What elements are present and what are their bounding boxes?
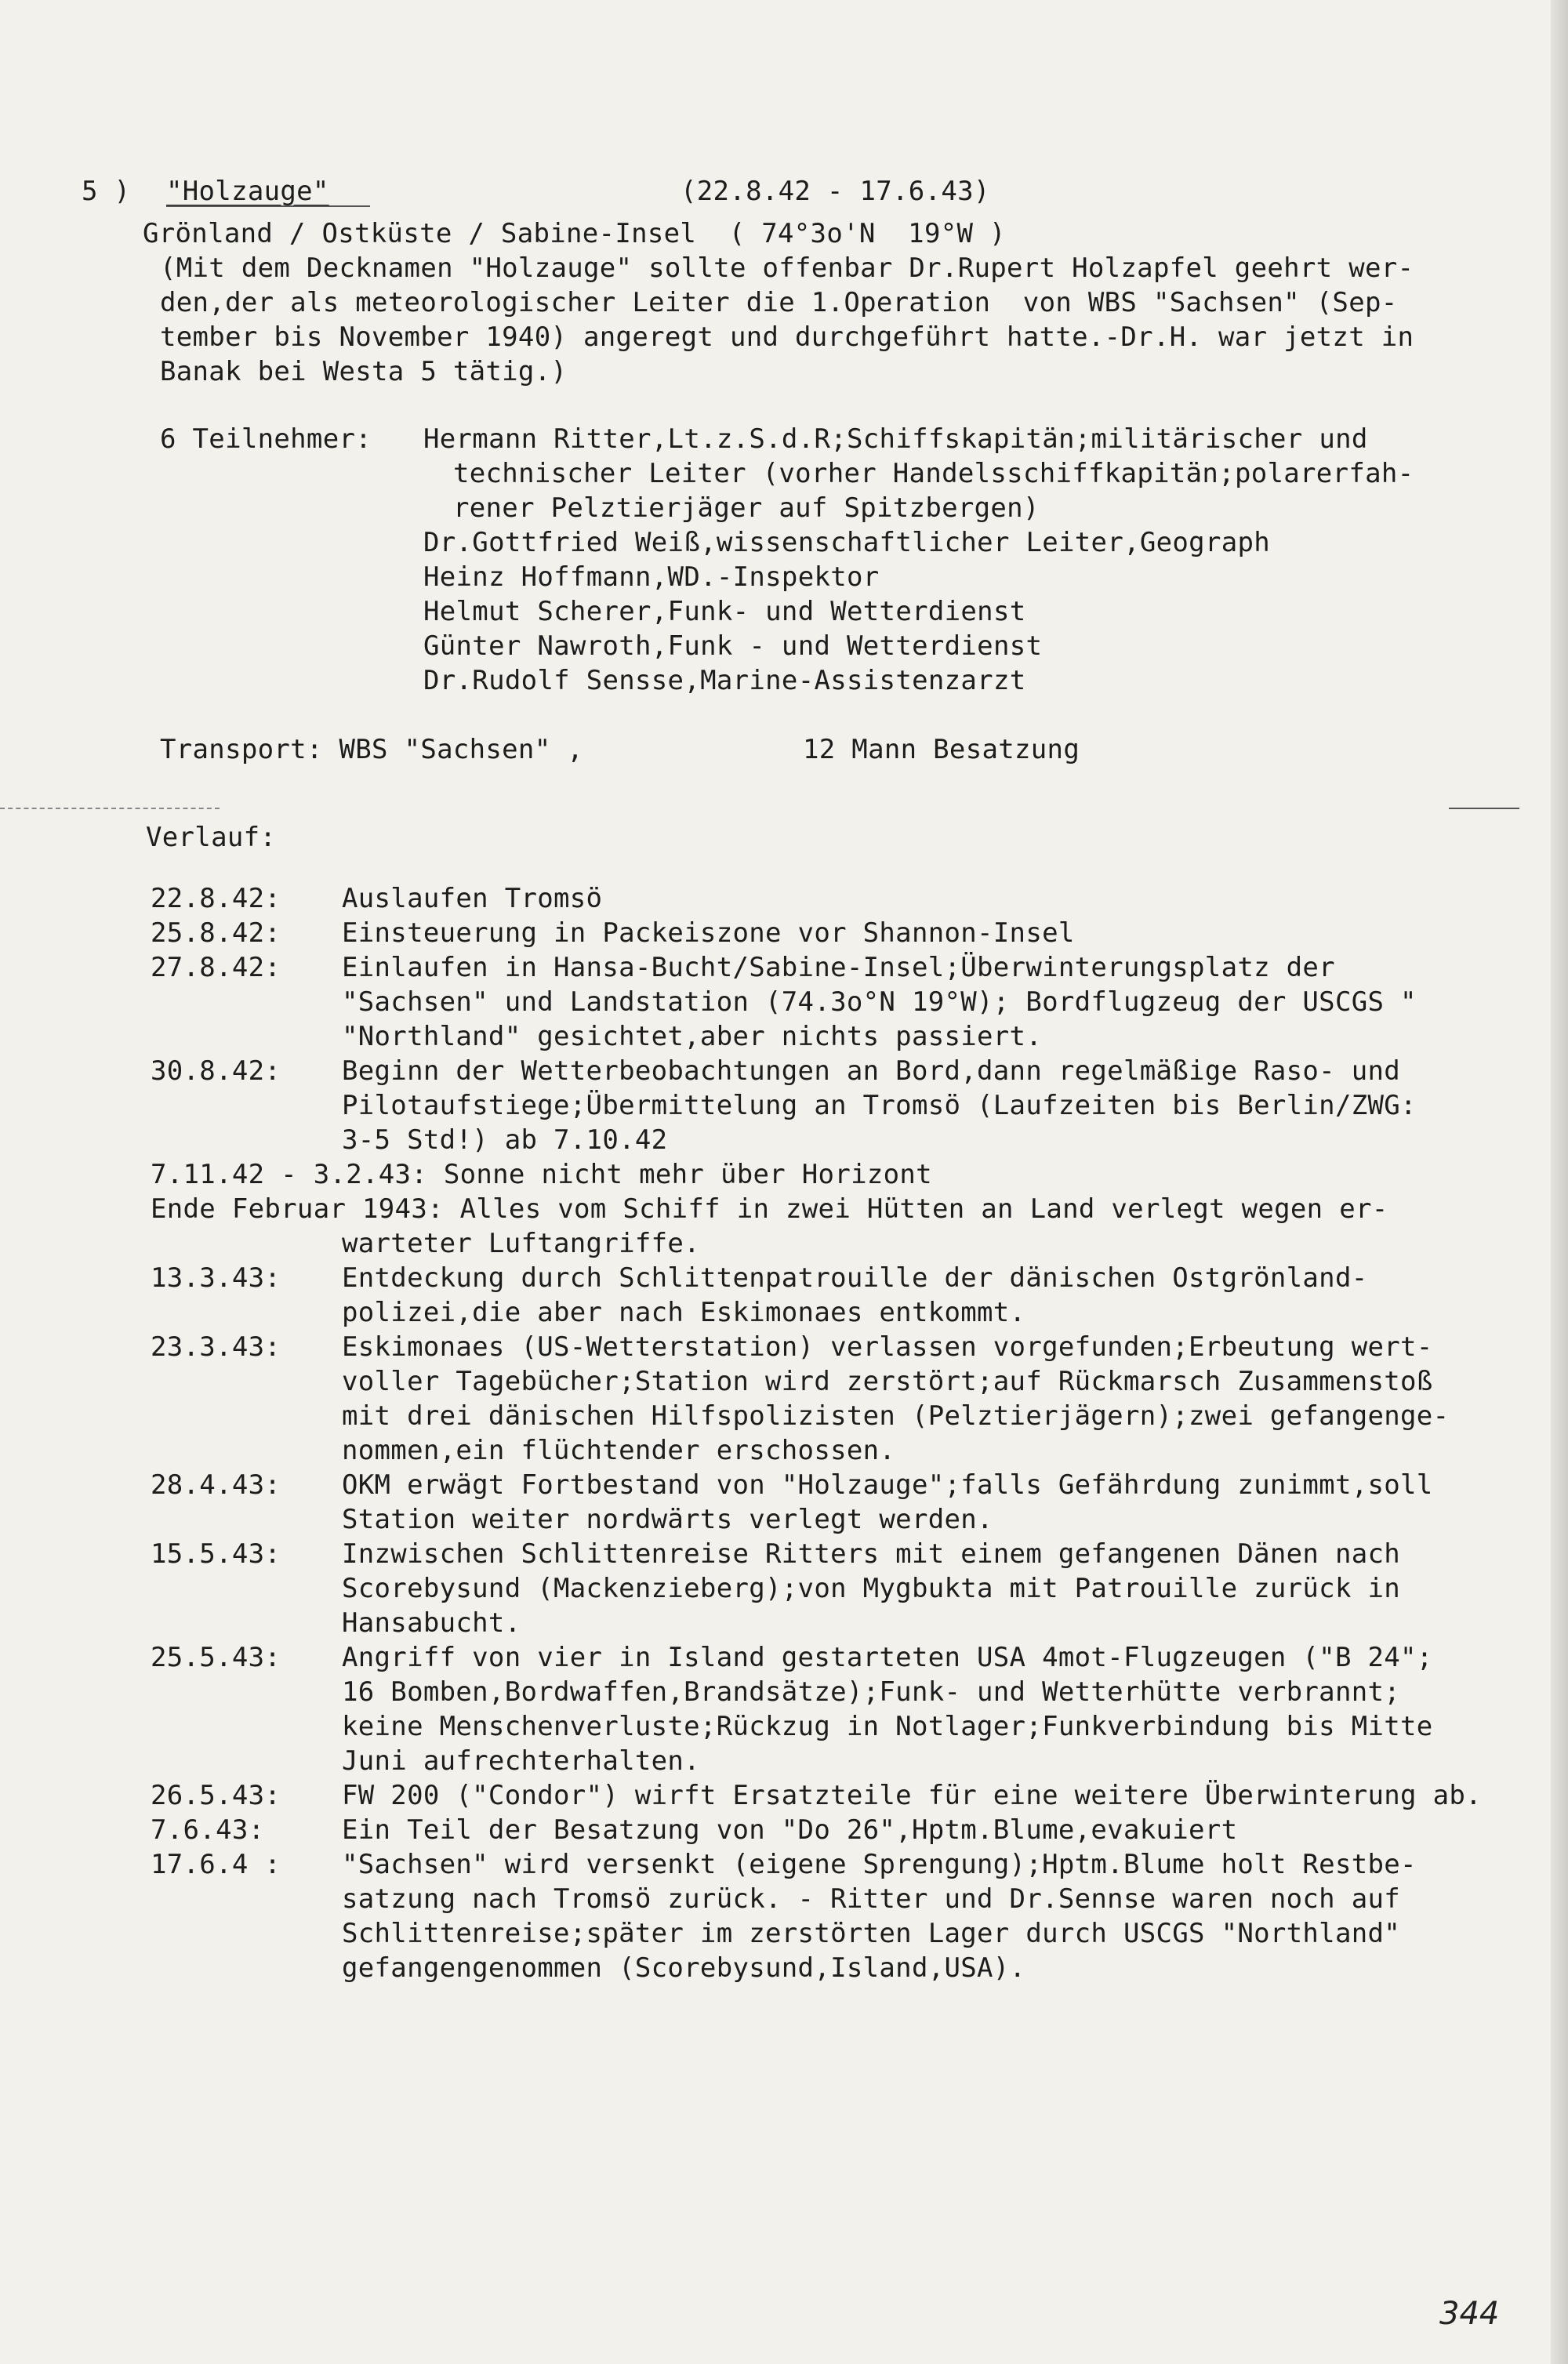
entry-text: Ende Februar 1943: Alles vom Schiff in zwei Hütten an Land verlegt wegen er- [151,1193,1388,1225]
entry-text: Juni aufrechterhalten. [342,1745,700,1777]
entry-text: Angriff von vier in Island gestarteten USA 4mot-Flugzeugen ("B 24"; [342,1642,1433,1673]
entry-text: 16 Bomben,Bordwaffen,Brandsätze);Funk- und Wetterhütte verbrannt; [342,1676,1401,1708]
title-underline [166,205,370,207]
entry-text: Entdeckung durch Schlittenpatrouille der dänischen Ostgrönland- [342,1262,1368,1294]
date-range: (22.8.42 - 17.6.43) [681,176,990,207]
entry-text: Auslaufen Tromsö [342,883,603,914]
entry-date: 28.4.43: [151,1469,281,1501]
participant-line: technischer Leiter (vorher Handelsschiffkapitän;polarerfah- [453,458,1414,489]
entry-text: Einlaufen in Hansa-Bucht/Sabine-Insel;Überwinterungsplatz der [342,952,1335,983]
entry-date: 22.8.42: [151,883,281,914]
entry-text: 3-5 Std!) ab 7.10.42 [342,1124,668,1156]
section-number: 5 ) [82,176,131,207]
entry-text: warteter Luftangriffe. [342,1228,700,1259]
entry-date: 7.6.43: [151,1814,265,1846]
entry-text: Scorebysund (Mackenzieberg);von Mygbukta mit Patrouille zurück in [342,1573,1401,1604]
entry-text: 7.11.42 - 3.2.43: Sonne nicht mehr über Horizont [151,1159,932,1190]
entry-text: Inzwischen Schlittenreise Ritters mit einem gefangenen Dänen nach [342,1538,1401,1570]
entry-date: 17.6.4 : [151,1849,281,1880]
participant-line: Günter Nawroth,Funk - und Wetterdienst [423,630,1043,662]
page-number: 344 [1439,2296,1500,2332]
entry-date: 25.5.43: [151,1642,281,1673]
entry-text: "Sachsen" wird versenkt (eigene Sprengung);Hptm.Blume holt Restbe- [342,1849,1417,1880]
verlauf-heading: Verlauf: [146,822,277,853]
entry-text: Schlittenreise;später im zerstörten Lager durch USCGS "Northland" [342,1918,1401,1949]
participant-line: Dr.Rudolf Sensse,Marine-Assistenzarzt [423,665,1026,696]
entry-text: OKM erwägt Fortbestand von "Holzauge";falls Gefährdung zunimmt,soll [342,1469,1433,1501]
location-line: Grönland / Ostküste / Sabine-Insel ( 74°3o'N 19°W ) [143,218,1006,249]
note-line: den,der als meteorologischer Leiter die 1.Operation von WBS "Sachsen" (Sep- [160,287,1398,318]
transport-label: Transport: WBS "Sachsen" , [160,734,584,765]
participant-line: Hermann Ritter,Lt.z.S.d.R;Schiffskapitän;militärischer und [423,423,1368,455]
note-line: (Mit dem Decknamen "Holzauge" sollte offenbar Dr.Rupert Holzapfel geehrt wer- [160,252,1414,284]
entry-date: 13.3.43: [151,1262,281,1294]
separator-left [0,808,220,809]
entry-text: satzung nach Tromsö zurück. - Ritter und Dr.Sennse waren noch auf [342,1883,1401,1915]
entry-date: 25.8.42: [151,917,281,949]
entry-text: mit drei dänischen Hilfspolizisten (Pelztierjägern);zwei gefangenge- [342,1400,1450,1432]
entry-text: Pilotaufstiege;Übermittelung an Tromsö (Laufzeiten bis Berlin/ZWG: [342,1090,1417,1121]
entry-date: 27.8.42: [151,952,281,983]
note-line: Banak bei Westa 5 tätig.) [160,356,568,387]
entry-text: Ein Teil der Besatzung von "Do 26",Hptm.Blume,evakuiert [342,1814,1238,1846]
entry-date: 26.5.43: [151,1780,281,1811]
page-edge [1551,0,1568,2364]
participants-label: 6 Teilnehmer: [160,423,372,455]
entry-text: "Sachsen" und Landstation (74.3o°N 19°W); Bordflugzeug der USCGS " [342,986,1417,1018]
entry-text: Einsteuerung in Packeiszone vor Shannon-Insel [342,917,1075,949]
entry-text: polizei,die aber nach Eskimonaes entkommt. [342,1297,1026,1328]
participant-line: Helmut Scherer,Funk- und Wetterdienst [423,596,1026,627]
entry-text: gefangengenommen (Scorebysund,Island,USA). [342,1952,1026,1984]
entry-date: 15.5.43: [151,1538,281,1570]
note-line: tember bis November 1940) angeregt und durchgeführt hatte.-Dr.H. war jetzt in [160,321,1414,353]
entry-text: Hansabucht. [342,1607,521,1639]
participant-line: rener Pelztierjäger auf Spitzbergen) [453,492,1040,524]
entry-text: voller Tagebücher;Station wird zerstört;auf Rückmarsch Zusammenstoß [342,1366,1433,1397]
entry-text: "Northland" gesichtet,aber nichts passiert. [342,1021,1043,1052]
entry-text: FW 200 ("Condor") wirft Ersatzteile für eine weitere Überwinterung ab. [342,1780,1482,1811]
transport-crew: 12 Mann Besatzung [803,734,1080,765]
section-code-name: "Holzauge" [166,176,329,207]
participant-line: Dr.Gottfried Weiß,wissenschaftlicher Leiter,Geograph [423,527,1271,558]
entry-text: nommen,ein flüchtender erschossen. [342,1435,896,1466]
entry-text: keine Menschenverluste;Rückzug in Notlager;Funkverbindung bis Mitte [342,1711,1433,1742]
separator-right [1449,808,1519,809]
entry-date: 30.8.42: [151,1055,281,1087]
entry-text: Eskimonaes (US-Wetterstation) verlassen vorgefunden;Erbeutung wert- [342,1331,1433,1363]
entry-text: Station weiter nordwärts verlegt werden. [342,1504,993,1535]
participant-line: Heinz Hoffmann,WD.-Inspektor [423,561,880,593]
entry-date: 23.3.43: [151,1331,281,1363]
entry-text: Beginn der Wetterbeobachtungen an Bord,dann regelmäßige Raso- und [342,1055,1401,1087]
